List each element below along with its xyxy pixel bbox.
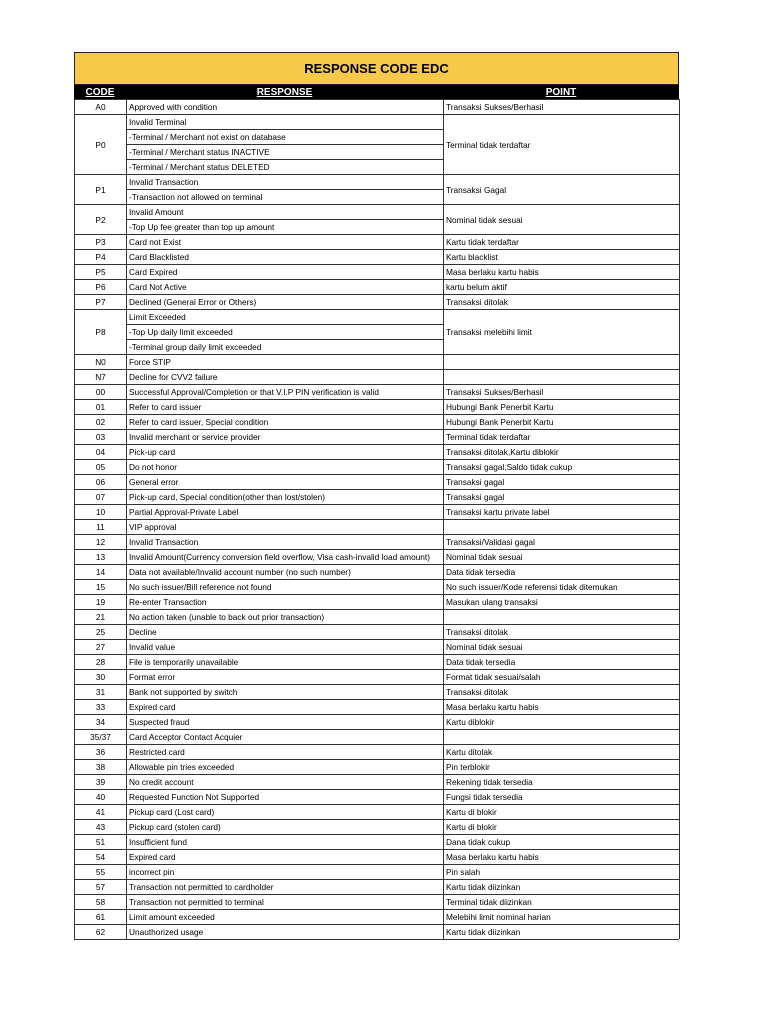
- code-cell: P2: [75, 204, 127, 234]
- code-cell: P0: [75, 114, 127, 174]
- code-cell: P7: [75, 294, 127, 309]
- point-cell: No such issuer/Kode referensi tidak ditemukan: [444, 579, 680, 594]
- response-cell: VIP approval: [127, 519, 444, 534]
- code-cell: P1: [75, 174, 127, 204]
- code-cell: 19: [75, 594, 127, 609]
- code-cell: 06: [75, 474, 127, 489]
- response-cell: Format error: [127, 669, 444, 684]
- response-cell: Card not Exist: [127, 234, 444, 249]
- point-cell: Data tidak tersedia: [444, 654, 680, 669]
- response-cell: Approved with condition: [127, 99, 444, 114]
- code-cell: 00: [75, 384, 127, 399]
- code-cell: 57: [75, 879, 127, 894]
- response-cell: -Top Up daily limit exceeded: [127, 324, 444, 339]
- response-cell: Allowable pin tries exceeded: [127, 759, 444, 774]
- code-cell: 01: [75, 399, 127, 414]
- point-cell: [444, 729, 680, 744]
- response-cell: Transaction not permitted to terminal: [127, 894, 444, 909]
- code-cell: P6: [75, 279, 127, 294]
- code-cell: 07: [75, 489, 127, 504]
- point-cell: Kartu tidak terdaftar: [444, 234, 680, 249]
- code-cell: 62: [75, 924, 127, 939]
- response-cell: Do not honor: [127, 459, 444, 474]
- code-cell: 43: [75, 819, 127, 834]
- response-cell: -Terminal group daily limit exceeded: [127, 339, 444, 354]
- response-cell: Partial Approval-Private Label: [127, 504, 444, 519]
- response-cell: Expired card: [127, 849, 444, 864]
- response-cell: Invalid Transaction: [127, 534, 444, 549]
- code-cell: 31: [75, 684, 127, 699]
- response-code-sheet: [74, 52, 679, 940]
- response-cell: No action taken (unable to back out prior transaction): [127, 609, 444, 624]
- response-cell: Bank not supported by switch: [127, 684, 444, 699]
- point-cell: Transaksi ditolak: [444, 294, 680, 309]
- code-cell: 27: [75, 639, 127, 654]
- point-cell: [444, 369, 680, 384]
- point-cell: [444, 519, 680, 534]
- response-cell: Insufficient fund: [127, 834, 444, 849]
- point-cell: Pin salah: [444, 864, 680, 879]
- code-cell: A0: [75, 99, 127, 114]
- point-cell: Data tidak tersedia: [444, 564, 680, 579]
- point-cell: Nominal tidak sesuai: [444, 549, 680, 564]
- response-cell: Pickup card (stolen card): [127, 819, 444, 834]
- point-cell: Masa berlaku kartu habis: [444, 264, 680, 279]
- code-cell: P4: [75, 249, 127, 264]
- response-cell: -Terminal / Merchant status DELETED: [127, 159, 444, 174]
- point-cell: Format tidak sesuai/salah: [444, 669, 680, 684]
- code-cell: 40: [75, 789, 127, 804]
- code-cell: 02: [75, 414, 127, 429]
- response-cell: -Top Up fee greater than top up amount: [127, 219, 444, 234]
- response-cell: Requested Function Not Supported: [127, 789, 444, 804]
- code-cell: 34: [75, 714, 127, 729]
- point-cell: Kartu blacklist: [444, 249, 680, 264]
- point-cell: Kartu ditolak: [444, 744, 680, 759]
- response-cell: -Transaction not allowed on terminal: [127, 189, 444, 204]
- point-cell: Transaksi kartu private label: [444, 504, 680, 519]
- point-cell: Melebihi limit nominal harian: [444, 909, 680, 924]
- header-code: CODE: [85, 86, 115, 98]
- response-cell: No such issuer/Bill reference not found: [127, 579, 444, 594]
- response-cell: Force STIP: [127, 354, 444, 369]
- code-cell: 41: [75, 804, 127, 819]
- response-cell: Decline for CVV2 failure: [127, 369, 444, 384]
- point-cell: [444, 354, 680, 369]
- code-cell: 21: [75, 609, 127, 624]
- code-cell: 38: [75, 759, 127, 774]
- code-cell: 12: [75, 534, 127, 549]
- point-cell: kartu belum aktif: [444, 279, 680, 294]
- point-cell: Nominal tidak sesuai: [444, 639, 680, 654]
- response-cell: Successful Approval/Completion or that V.I.P PIN verification is valid: [127, 384, 444, 399]
- response-cell: Invalid Amount: [127, 204, 444, 219]
- point-cell: Dana tidak cukup: [444, 834, 680, 849]
- response-cell: Invalid Amount(Currency conversion field overflow, Visa cash-invalid load amount): [127, 549, 444, 564]
- response-cell: Suspected fraud: [127, 714, 444, 729]
- response-table: [74, 99, 679, 940]
- code-cell: 61: [75, 909, 127, 924]
- response-cell: Transaction not permitted to cardholder: [127, 879, 444, 894]
- code-cell: 58: [75, 894, 127, 909]
- point-cell: Transaksi ditolak: [444, 684, 680, 699]
- code-cell: 10: [75, 504, 127, 519]
- code-cell: 54: [75, 849, 127, 864]
- code-cell: 05: [75, 459, 127, 474]
- code-cell: P3: [75, 234, 127, 249]
- point-cell: Fungsi tidak tersedia: [444, 789, 680, 804]
- point-cell: Nominal tidak sesuai: [444, 204, 680, 234]
- response-cell: Pickup card (Lost card): [127, 804, 444, 819]
- header-response: RESPONSE: [256, 86, 313, 98]
- point-cell: Masa berlaku kartu habis: [444, 849, 680, 864]
- point-cell: Transaksi ditolak,Kartu diblokir: [444, 444, 680, 459]
- point-cell: Kartu di blokir: [444, 804, 680, 819]
- code-cell: N7: [75, 369, 127, 384]
- point-cell: Terminal tidak terdaftar: [444, 114, 680, 174]
- point-cell: Masa berlaku kartu habis: [444, 699, 680, 714]
- code-cell: P8: [75, 309, 127, 354]
- response-cell: File is temporarily unavailable: [127, 654, 444, 669]
- point-cell: Pin terblokir: [444, 759, 680, 774]
- point-cell: Transaksi gagal: [444, 474, 680, 489]
- point-cell: Terminal tidak diizinkan: [444, 894, 680, 909]
- response-cell: Data not available/Invalid account number (no such number): [127, 564, 444, 579]
- point-cell: Hubungi Bank Penerbit Kartu: [444, 414, 680, 429]
- code-cell: N0: [75, 354, 127, 369]
- response-cell: Expired card: [127, 699, 444, 714]
- response-cell: No credit account: [127, 774, 444, 789]
- code-cell: 04: [75, 444, 127, 459]
- point-cell: [444, 609, 680, 624]
- response-cell: Limit Exceeded: [127, 309, 444, 324]
- response-cell: Invalid Transaction: [127, 174, 444, 189]
- point-cell: Masukan ulang transaksi: [444, 594, 680, 609]
- response-cell: Card Expired: [127, 264, 444, 279]
- code-cell: 28: [75, 654, 127, 669]
- response-cell: -Terminal / Merchant not exist on database: [127, 129, 444, 144]
- response-cell: incorrect pin: [127, 864, 444, 879]
- code-cell: 51: [75, 834, 127, 849]
- response-cell: Invalid merchant or service provider: [127, 429, 444, 444]
- response-cell: Invalid value: [127, 639, 444, 654]
- point-cell: Rekening tidak tersedia: [444, 774, 680, 789]
- code-cell: 39: [75, 774, 127, 789]
- point-cell: Transaksi gagal: [444, 489, 680, 504]
- response-cell: Limit amount exceeded: [127, 909, 444, 924]
- response-cell: Unauthorized usage: [127, 924, 444, 939]
- response-cell: General error: [127, 474, 444, 489]
- code-cell: 35/37: [75, 729, 127, 744]
- point-cell: Kartu tidak diizinkan: [444, 879, 680, 894]
- point-cell: Kartu diblokir: [444, 714, 680, 729]
- code-cell: 25: [75, 624, 127, 639]
- code-cell: 55: [75, 864, 127, 879]
- point-cell: Transaksi gagal,Saldo tidak cukup: [444, 459, 680, 474]
- table-header: [74, 85, 679, 99]
- header-point: POINT: [545, 86, 577, 98]
- point-cell: Hubungi Bank Penerbit Kartu: [444, 399, 680, 414]
- code-cell: 15: [75, 579, 127, 594]
- point-cell: Terminal tidak terdaftar: [444, 429, 680, 444]
- point-cell: Kartu tidak diizinkan: [444, 924, 680, 939]
- response-cell: Card Blacklisted: [127, 249, 444, 264]
- code-cell: 33: [75, 699, 127, 714]
- point-cell: Transaksi Gagal: [444, 174, 680, 204]
- response-cell: Refer to card issuer: [127, 399, 444, 414]
- response-cell: -Terminal / Merchant status INACTIVE: [127, 144, 444, 159]
- code-cell: 11: [75, 519, 127, 534]
- code-cell: 13: [75, 549, 127, 564]
- response-cell: Re-enter Transaction: [127, 594, 444, 609]
- response-cell: Declined (General Error or Others): [127, 294, 444, 309]
- sheet-title: RESPONSE CODE EDC: [74, 52, 679, 85]
- response-cell: Card Not Active: [127, 279, 444, 294]
- response-cell: Pick-up card: [127, 444, 444, 459]
- code-cell: 14: [75, 564, 127, 579]
- response-cell: Invalid Terminal: [127, 114, 444, 129]
- response-cell: Restricted card: [127, 744, 444, 759]
- point-cell: Kartu di blokir: [444, 819, 680, 834]
- code-cell: 36: [75, 744, 127, 759]
- code-cell: 30: [75, 669, 127, 684]
- response-cell: Pick-up card, Special condition(other than lost/stolen): [127, 489, 444, 504]
- point-cell: Transaksi ditolak: [444, 624, 680, 639]
- point-cell: Transaksi Sukses/Berhasil: [444, 384, 680, 399]
- point-cell: Transaksi/Validasi gagal: [444, 534, 680, 549]
- response-cell: Refer to card issuer, Special condition: [127, 414, 444, 429]
- response-cell: Card Acceptor Contact Acquier: [127, 729, 444, 744]
- point-cell: Transaksi melebihi limit: [444, 309, 680, 354]
- point-cell: Transaksi Sukses/Berhasil: [444, 99, 680, 114]
- code-cell: 03: [75, 429, 127, 444]
- code-cell: P5: [75, 264, 127, 279]
- response-cell: Decline: [127, 624, 444, 639]
